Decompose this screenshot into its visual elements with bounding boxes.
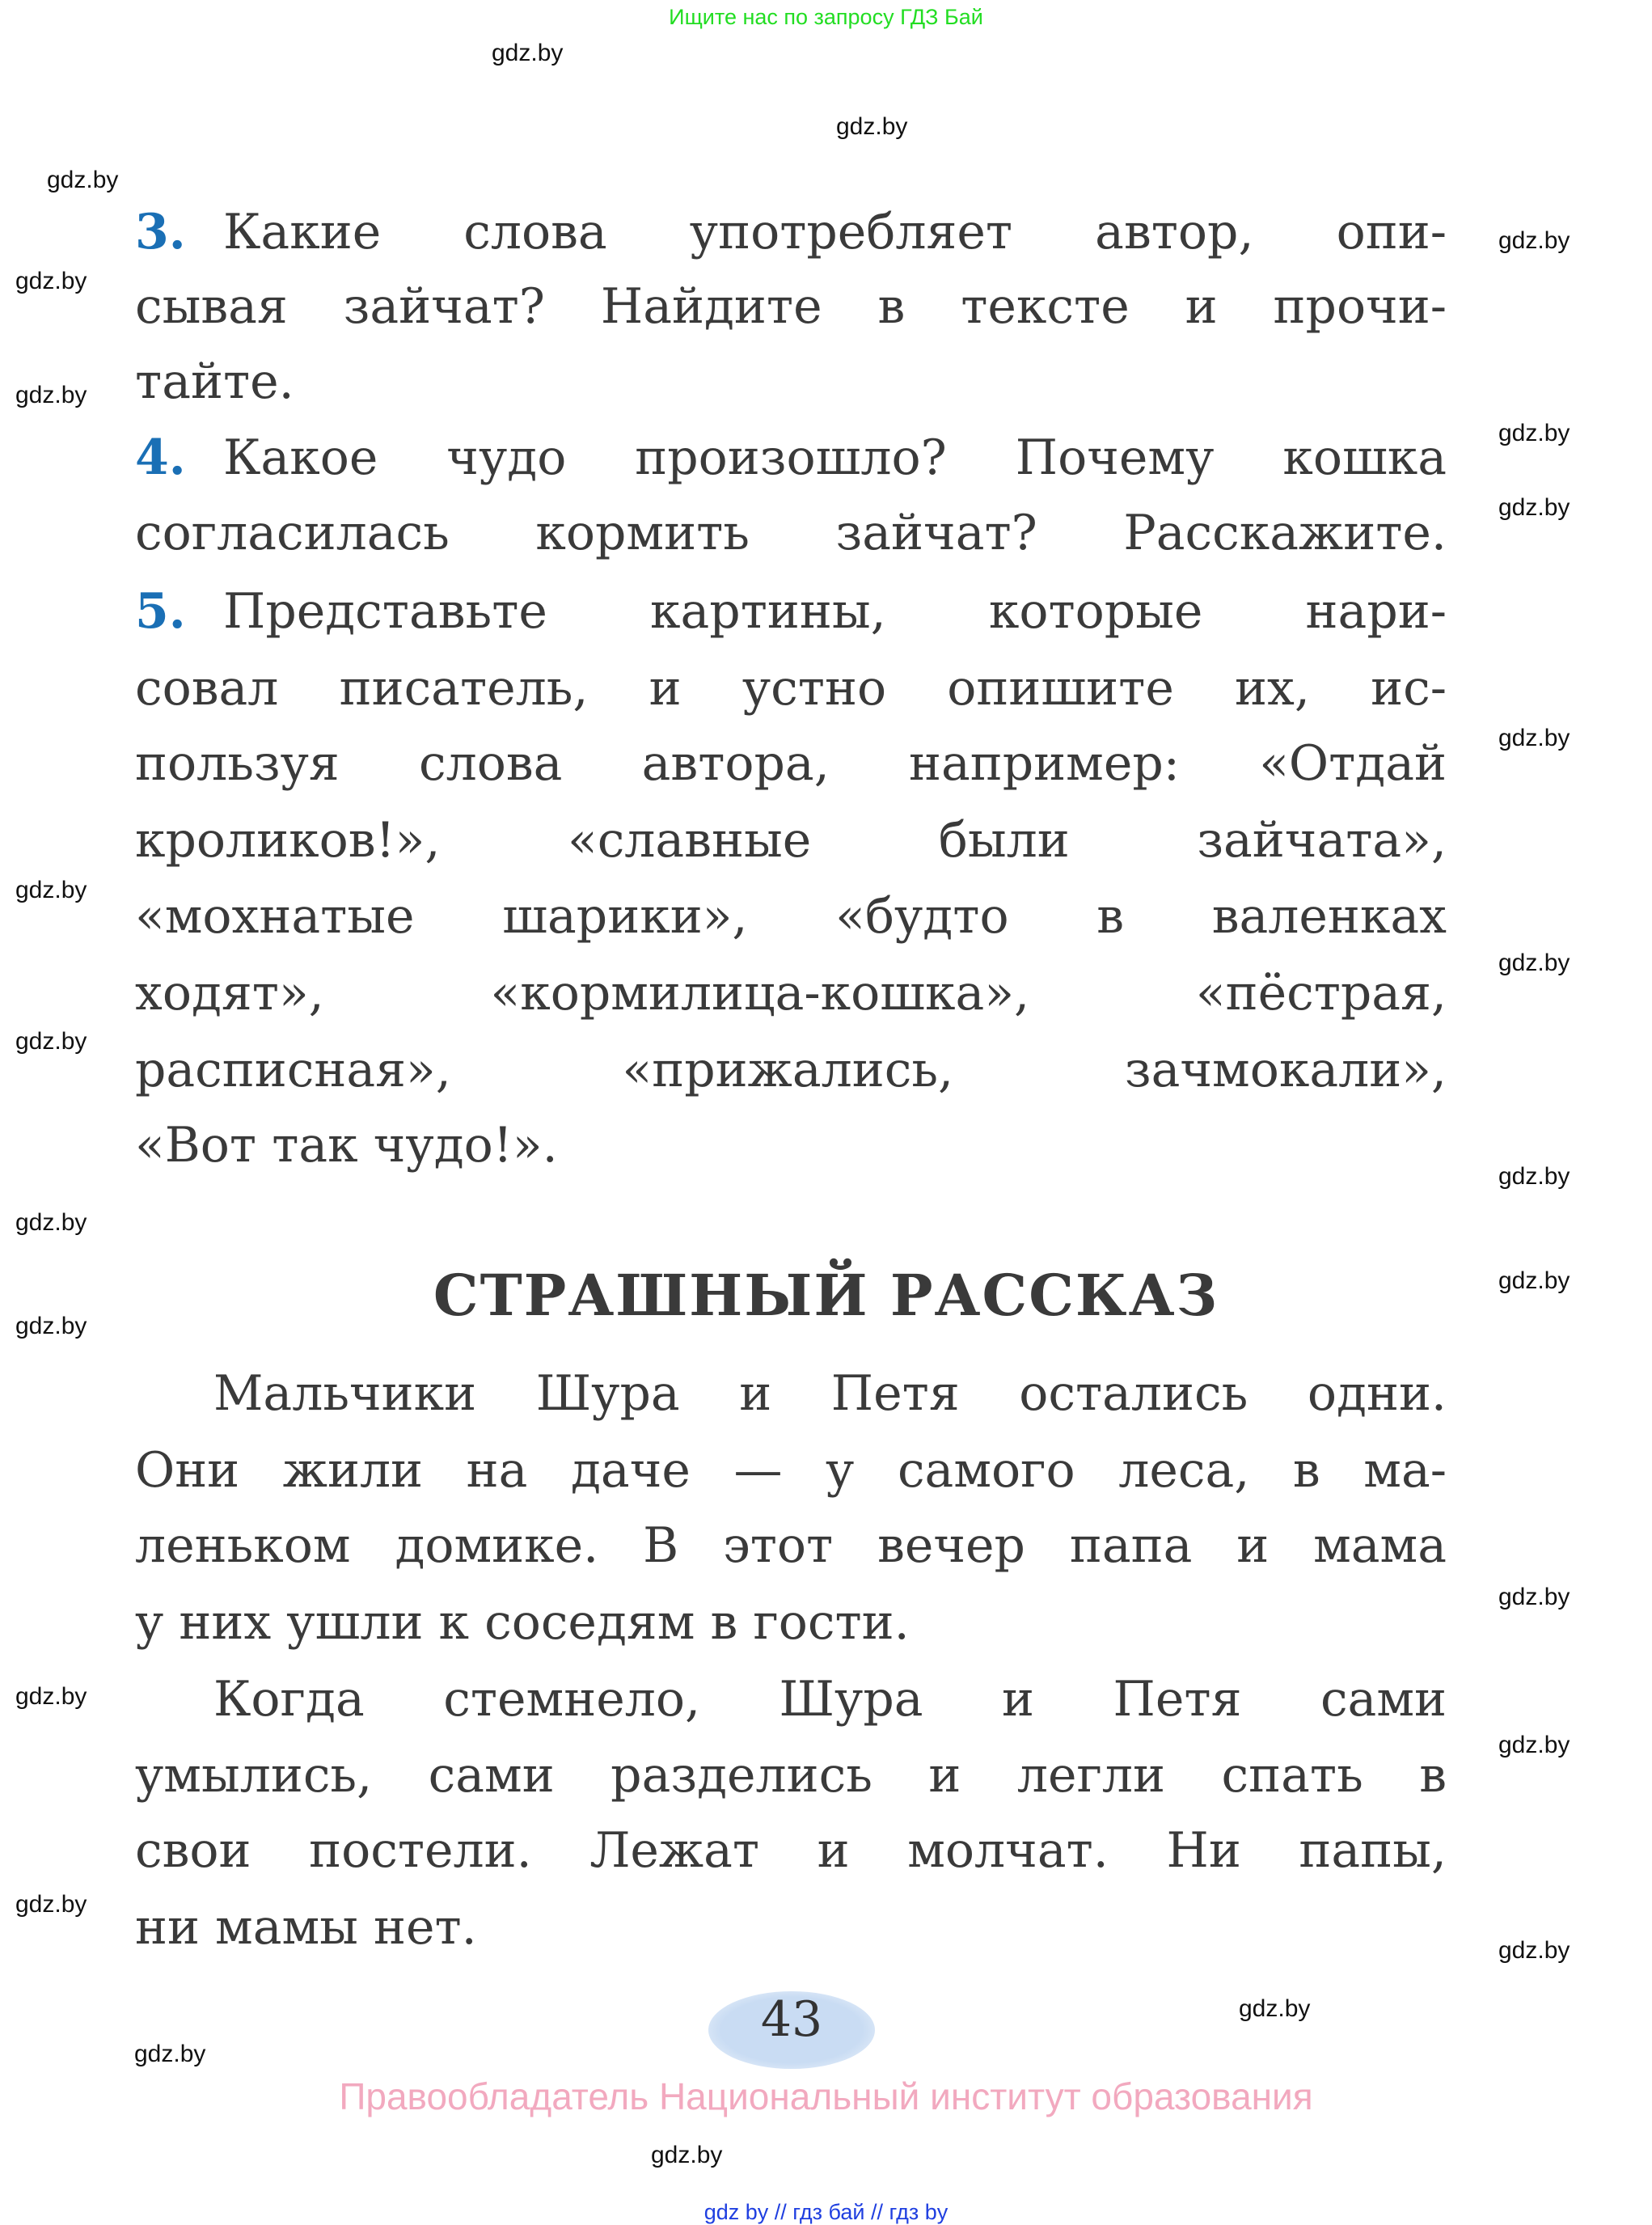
text-line: [135, 1822, 1447, 1898]
watermark-text: gdz.by: [15, 877, 87, 903]
watermark-text: gdz.by: [1498, 1163, 1570, 1190]
search-hint-header: Ищите нас по запросу ГДЗ Бай: [669, 5, 983, 29]
line-text: Мальчики Шура и Петя остались одни.: [213, 1365, 1447, 1422]
watermark-text: gdz.by: [15, 1891, 87, 1918]
text-line: [135, 1671, 1447, 1747]
text-line: [135, 1517, 1447, 1593]
text-line: [135, 204, 1447, 280]
text-line: [135, 965, 1447, 1041]
watermark-text: gdz.by: [836, 113, 908, 140]
watermark-text: gdz.by: [15, 268, 87, 294]
text-line: [135, 1594, 1447, 1670]
line-text: «мохнатые шарики», «будто в валенках: [135, 888, 1447, 945]
text-line: [135, 1899, 1447, 1975]
watermark-text: gdz.by: [15, 382, 87, 408]
text-line: [135, 505, 1447, 581]
line-text: Представьте картины, которые нари-: [223, 583, 1447, 640]
line-text: совал писатель, и устно опишите их, ис-: [135, 660, 1447, 717]
line-text: леньком домике. В этот вечер папа и мама: [135, 1517, 1447, 1574]
line-text: Они жили на даче — у самого леса, в ма-: [135, 1442, 1447, 1499]
text-line: [135, 1042, 1447, 1118]
watermark-text: gdz.by: [15, 1313, 87, 1339]
copyright-notice: Правообладатель Национальный институт образования: [339, 2075, 1313, 2117]
story-title: СТРАШНЫЙ РАССКАЗ: [433, 1262, 1219, 1329]
watermark-text: gdz.by: [1498, 950, 1570, 976]
text-line: [135, 1442, 1447, 1518]
page-number: 43: [760, 1991, 823, 2048]
watermark-text: gdz.by: [15, 1209, 87, 1236]
text-line: [135, 429, 1447, 505]
line-text: свои постели. Лежат и молчат. Ни папы,: [135, 1822, 1447, 1879]
watermark-text: gdz.by: [1239, 1995, 1311, 2022]
text-line: [135, 735, 1447, 811]
line-text: «Вот так чудо!».: [135, 1117, 558, 1174]
text-line: [135, 888, 1447, 964]
line-text: у них ушли к соседям в гости.: [135, 1594, 910, 1651]
question-number: 4.: [135, 429, 186, 486]
watermark-text: gdz.by: [15, 1028, 87, 1055]
line-text: пользуя слова автора, например: «Отдай: [135, 735, 1447, 792]
line-text: ни мамы нет.: [135, 1899, 477, 1956]
line-text: сывая зайчат? Найдите в тексте и прочи-: [135, 278, 1447, 335]
text-line: [135, 278, 1447, 354]
watermark-text: gdz.by: [1498, 227, 1570, 254]
line-text: Когда стемнело, Шура и Петя сами: [213, 1671, 1447, 1728]
text-line: [135, 1747, 1447, 1823]
text-line: [135, 583, 1447, 659]
line-text: кроликов!», «славные были зайчата»,: [135, 812, 1447, 869]
watermark-text: gdz.by: [1498, 494, 1570, 521]
line-text: умылись, сами разделись и легли спать в: [135, 1747, 1447, 1804]
question-number: 3.: [135, 204, 186, 260]
text-line: [135, 353, 1447, 429]
line-text: ходят», «кормилица-кошка», «пёстрая,: [135, 965, 1447, 1022]
watermark-text: gdz.by: [1498, 420, 1570, 446]
watermark-text: gdz.by: [1498, 1584, 1570, 1610]
footer-links[interactable]: gdz by // гдз бай // гдз by: [703, 2200, 949, 2224]
line-text: согласилась кормить зайчат? Расскажите.: [135, 505, 1447, 561]
watermark-text: gdz.by: [1498, 1937, 1570, 1964]
watermark-text: gdz.by: [1498, 725, 1570, 751]
watermark-text: gdz.by: [47, 167, 119, 193]
watermark-text: gdz.by: [492, 40, 564, 66]
text-line: [135, 660, 1447, 736]
watermark-text: gdz.by: [1498, 1732, 1570, 1758]
line-text: Какое чудо произошло? Почему кошка: [223, 429, 1447, 486]
text-line: [135, 1365, 1447, 1441]
text-line: [135, 812, 1447, 888]
line-text: расписная», «прижались, зачмокали»,: [135, 1042, 1447, 1098]
watermark-text: gdz.by: [651, 2142, 723, 2168]
question-number: 5.: [135, 583, 186, 640]
watermark-text: gdz.by: [134, 2041, 206, 2067]
line-text: тайте.: [135, 353, 294, 410]
text-line: [135, 1117, 1447, 1193]
line-text: Какие слова употребляет автор, опи-: [223, 204, 1447, 260]
watermark-text: gdz.by: [15, 1683, 87, 1710]
watermark-text: gdz.by: [1498, 1267, 1570, 1294]
